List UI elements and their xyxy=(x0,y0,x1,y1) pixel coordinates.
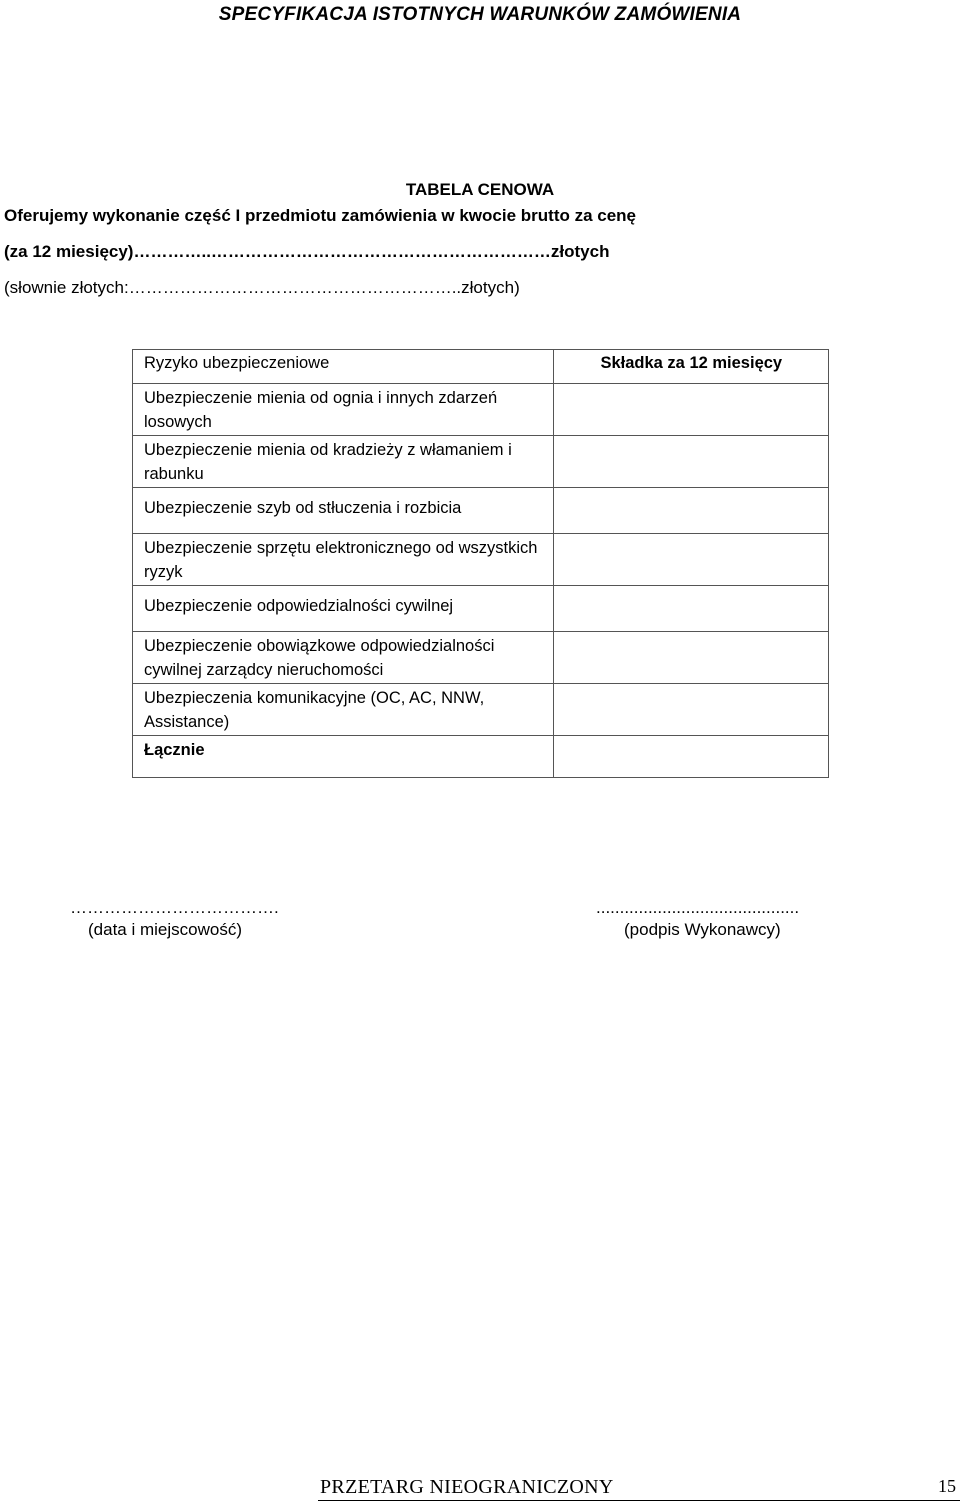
section-title: TABELA CENOWA xyxy=(405,180,555,199)
table-total-row xyxy=(133,736,829,778)
premium-cell[interactable] xyxy=(553,684,828,736)
page-number: 15 xyxy=(938,1476,956,1496)
footer-text: PRZETARG NIEOGRANICZONY xyxy=(320,1476,614,1498)
offer-line-1: Oferujemy wykonanie część I przedmiotu zamówienia w kwocie brutto za cenę xyxy=(4,206,637,225)
signature-label: (podpis Wykonawcy) xyxy=(624,920,781,939)
date-place-label: (data i miejscowość) xyxy=(88,920,242,939)
total-label: Łącznie xyxy=(133,736,554,778)
risk-label: Ubezpieczenie szyb od stłuczenia i rozbicia xyxy=(133,488,554,534)
table-row xyxy=(133,384,829,436)
signature-dots: ........................................... xyxy=(596,898,800,917)
risk-label: Ubezpieczenia komunikacyjne (OC, AC, NNW, Assistance) xyxy=(133,684,554,736)
premium-cell[interactable] xyxy=(553,632,828,684)
table-row xyxy=(133,632,829,684)
price-table xyxy=(132,349,829,778)
risk-label: Ubezpieczenie mienia od kradzieży z włamaniem i rabunku xyxy=(133,436,554,488)
offer-line-2: (za 12 miesięcy)…………..……………………………………………………złotych xyxy=(4,242,610,261)
header-premium: Składka za 12 miesięcy xyxy=(553,350,828,384)
table-row xyxy=(133,684,829,736)
table-header-row xyxy=(133,350,829,384)
premium-cell[interactable] xyxy=(553,534,828,586)
table-row xyxy=(133,586,829,632)
risk-label: Ubezpieczenie mienia od ognia i innych zdarzeń losowych xyxy=(133,384,554,436)
offer-line-3: (słownie złotych:…………………………………………………..złotych) xyxy=(4,278,520,297)
risk-label: Ubezpieczenie odpowiedzialności cywilnej xyxy=(133,586,554,632)
risk-label: Ubezpieczenie sprzętu elektronicznego od wszystkich ryzyk xyxy=(133,534,554,586)
risk-label: Ubezpieczenie obowiązkowe odpowiedzialności cywilnej zarządcy nieruchomości xyxy=(133,632,554,684)
premium-cell[interactable] xyxy=(553,488,828,534)
header-risk: Ryzyko ubezpieczeniowe xyxy=(133,350,554,384)
date-place-dots: ………………………………. xyxy=(70,898,279,917)
premium-cell[interactable] xyxy=(553,586,828,632)
document-header-title: SPECYFIKACJA ISTOTNYCH WARUNKÓW ZAMÓWIENIA xyxy=(218,4,742,25)
premium-cell[interactable] xyxy=(553,384,828,436)
total-premium-cell[interactable] xyxy=(553,736,828,778)
premium-cell[interactable] xyxy=(553,436,828,488)
table-row xyxy=(133,488,829,534)
page-footer xyxy=(0,1476,960,1498)
table-row xyxy=(133,534,829,586)
table-row xyxy=(133,436,829,488)
